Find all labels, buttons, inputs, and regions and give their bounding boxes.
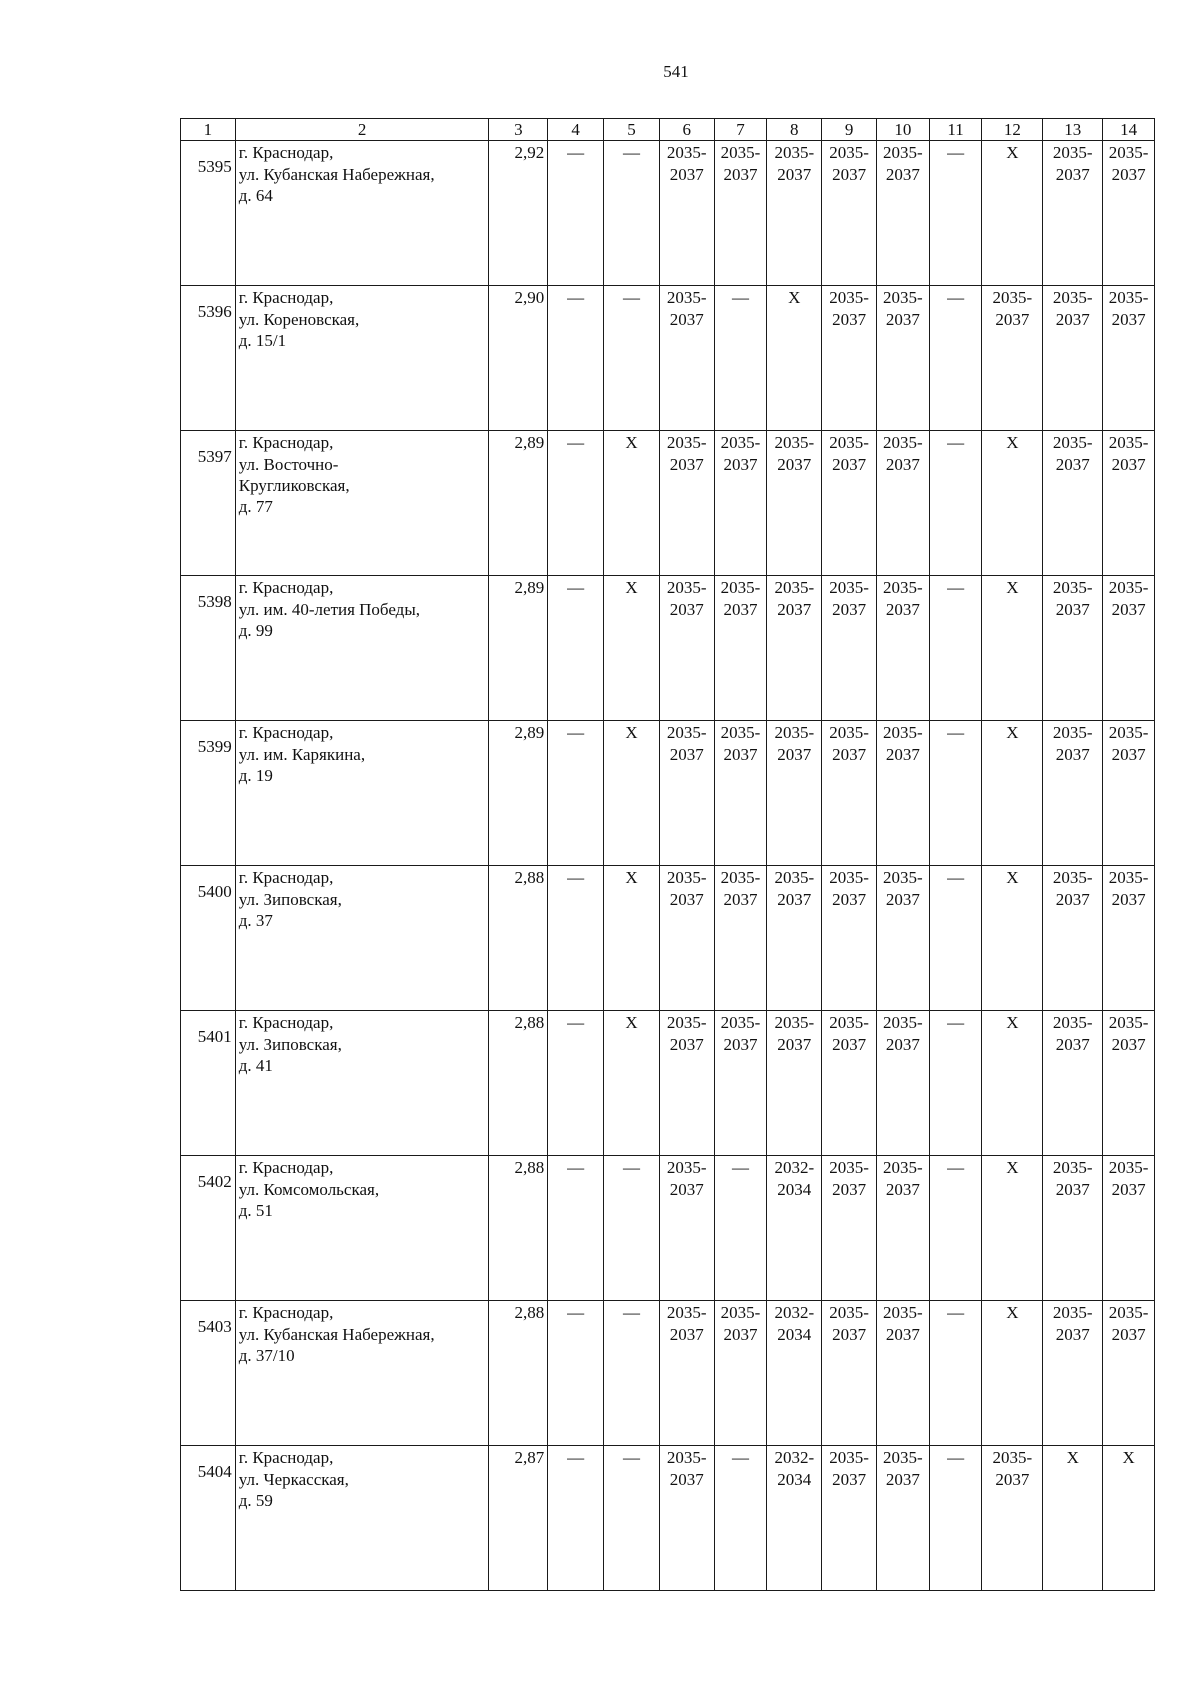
period-cell: 2035-2037 [876,1301,929,1446]
period-cell: Х [982,1301,1043,1446]
period-cell: 2035-2037 [822,1446,877,1591]
period-cell: 2032-2034 [767,1301,822,1446]
address-cell: г. Краснодар, ул. им. Карякина, д. 19 [235,721,489,866]
period-cell: — [929,286,982,431]
period-cell: 2035-2037 [822,1156,877,1301]
period-cell: — [548,576,604,721]
column-header: 6 [659,119,714,141]
address-cell: г. Краснодар, ул. Кубанская Набережная, д. 37/10 [235,1301,489,1446]
period-cell: 2035-2037 [1043,141,1103,286]
period-cell: 2035-2037 [714,866,767,1011]
period-cell: 2035-2037 [876,721,929,866]
period-cell: 2035-2037 [659,431,714,576]
address-cell: г. Краснодар, ул. Зиповская, д. 41 [235,1011,489,1156]
period-cell: — [548,1156,604,1301]
value-cell: 2,88 [489,1011,548,1156]
period-cell: 2035-2037 [714,721,767,866]
period-cell: 2035-2037 [1043,431,1103,576]
value-cell: 2,88 [489,1156,548,1301]
column-header: 2 [235,119,489,141]
period-cell: — [604,141,660,286]
period-cell: — [604,286,660,431]
period-cell: 2035-2037 [822,866,877,1011]
period-cell: 2035-2037 [822,1301,877,1446]
period-cell: Х [767,286,822,431]
page-number: 541 [663,62,689,81]
column-header: 5 [604,119,660,141]
row-number-cell [181,1011,236,1156]
period-cell: 2035-2037 [1043,576,1103,721]
row-number: 5402 [197,1172,232,1192]
period-cell: Х [604,431,660,576]
row-number: 5404 [197,1462,232,1482]
period-cell: 2035-2037 [1043,1301,1103,1446]
column-header: 14 [1103,119,1155,141]
period-cell: — [548,431,604,576]
row-number-cell [181,286,236,431]
address-cell: г. Краснодар, ул. Кореновская, д. 15/1 [235,286,489,431]
row-number-cell [181,141,236,286]
table-row [181,286,1155,431]
value-cell: 2,88 [489,866,548,1011]
column-header: 4 [548,119,604,141]
row-number-cell [181,1301,236,1446]
period-cell: — [604,1446,660,1591]
row-number-cell [181,866,236,1011]
value-cell: 2,89 [489,431,548,576]
period-cell: 2035-2037 [1043,866,1103,1011]
period-cell: — [929,1301,982,1446]
period-cell: 2035-2037 [1103,866,1155,1011]
column-header: 3 [489,119,548,141]
period-cell: 2035-2037 [1043,1011,1103,1156]
period-cell: — [604,1301,660,1446]
row-number: 5395 [197,157,232,177]
period-cell: 2035-2037 [714,576,767,721]
period-cell: 2032-2034 [767,1156,822,1301]
column-header: 12 [982,119,1043,141]
period-cell: 2035-2037 [659,1301,714,1446]
value-cell: 2,89 [489,721,548,866]
row-number: 5400 [197,882,232,902]
period-cell: — [714,286,767,431]
period-cell: 2035-2037 [876,431,929,576]
period-cell: 2035-2037 [1103,1011,1155,1156]
period-cell: — [548,721,604,866]
registry-table [180,118,1155,1591]
address-cell: г. Краснодар, ул. Черкасская, д. 59 [235,1446,489,1591]
value-cell: 2,87 [489,1446,548,1591]
period-cell: Х [982,576,1043,721]
period-cell: Х [982,141,1043,286]
period-cell: Х [982,866,1043,1011]
period-cell: — [929,1156,982,1301]
period-cell: — [929,721,982,866]
row-number: 5396 [197,302,232,322]
row-number-cell [181,431,236,576]
table-row [181,1446,1155,1591]
table-row [181,1011,1155,1156]
period-cell: 2035-2037 [1103,286,1155,431]
address-cell: г. Краснодар, ул. Восточно- Кругликовская, д. 77 [235,431,489,576]
column-header: 10 [876,119,929,141]
period-cell: 2035-2037 [1043,1156,1103,1301]
period-cell: 2035-2037 [822,431,877,576]
column-header: 11 [929,119,982,141]
address-cell: г. Краснодар, ул. Кубанская Набережная, д. 64 [235,141,489,286]
column-header: 7 [714,119,767,141]
period-cell: — [929,866,982,1011]
period-cell: 2035-2037 [876,286,929,431]
period-cell: Х [982,1011,1043,1156]
period-cell: 2035-2037 [659,141,714,286]
period-cell: — [548,286,604,431]
row-number-cell [181,576,236,721]
period-cell: 2035-2037 [876,141,929,286]
table-row [181,431,1155,576]
period-cell: 2035-2037 [876,1156,929,1301]
value-cell: 2,89 [489,576,548,721]
period-cell: — [929,431,982,576]
period-cell: 2035-2037 [1103,1156,1155,1301]
period-cell: 2035-2037 [659,1011,714,1156]
row-number: 5398 [197,592,232,612]
period-cell: Х [604,1011,660,1156]
period-cell: — [548,1011,604,1156]
period-cell: 2035-2037 [767,866,822,1011]
period-cell: — [929,141,982,286]
period-cell: 2035-2037 [1103,431,1155,576]
period-cell: 2035-2037 [876,866,929,1011]
value-cell: 2,92 [489,141,548,286]
column-header: 13 [1043,119,1103,141]
period-cell: 2035-2037 [659,1446,714,1591]
period-cell: Х [1043,1446,1103,1591]
period-cell: 2035-2037 [1103,576,1155,721]
period-cell: 2035-2037 [1043,286,1103,431]
period-cell: 2035-2037 [767,431,822,576]
period-cell: 2035-2037 [767,141,822,286]
period-cell: — [548,866,604,1011]
period-cell: — [548,1301,604,1446]
table-row [181,1156,1155,1301]
period-cell: — [714,1156,767,1301]
period-cell: 2035-2037 [767,721,822,866]
period-cell: — [548,1446,604,1591]
period-cell: 2035-2037 [767,1011,822,1156]
period-cell: — [604,1156,660,1301]
period-cell: Х [604,866,660,1011]
period-cell: 2035-2037 [714,141,767,286]
period-cell: — [714,1446,767,1591]
period-cell: 2035-2037 [767,576,822,721]
value-cell: 2,90 [489,286,548,431]
period-cell: — [548,141,604,286]
period-cell: 2035-2037 [822,721,877,866]
period-cell: Х [1103,1446,1155,1591]
period-cell: 2035-2037 [714,1011,767,1156]
column-header: 9 [822,119,877,141]
period-cell: Х [982,721,1043,866]
header-row [181,119,1155,141]
period-cell: 2035-2037 [659,576,714,721]
period-cell: 2035-2037 [1103,1301,1155,1446]
table-body [181,141,1155,1591]
period-cell: 2035-2037 [1043,721,1103,866]
row-number: 5403 [197,1317,232,1337]
period-cell: — [929,1446,982,1591]
period-cell: 2035-2037 [659,1156,714,1301]
period-cell: 2035-2037 [876,1446,929,1591]
period-cell: 2035-2037 [982,286,1043,431]
period-cell: 2035-2037 [714,431,767,576]
period-cell: 2035-2037 [659,286,714,431]
table-row [181,1301,1155,1446]
period-cell: Х [982,1156,1043,1301]
period-cell: 2035-2037 [659,721,714,866]
period-cell: — [929,576,982,721]
row-number: 5401 [197,1027,232,1047]
period-cell: Х [982,431,1043,576]
period-cell: Х [604,576,660,721]
period-cell: 2035-2037 [822,286,877,431]
table-row [181,576,1155,721]
row-number: 5397 [197,447,232,467]
table-row [181,866,1155,1011]
column-header: 1 [181,119,236,141]
period-cell: 2035-2037 [714,1301,767,1446]
period-cell: 2035-2037 [982,1446,1043,1591]
period-cell: 2035-2037 [1103,721,1155,866]
row-number: 5399 [197,737,232,757]
period-cell: — [929,1011,982,1156]
address-cell: г. Краснодар, ул. им. 40-летия Победы, д. 99 [235,576,489,721]
row-number-cell [181,1446,236,1591]
period-cell: 2035-2037 [876,1011,929,1156]
period-cell: 2035-2037 [822,576,877,721]
period-cell: 2035-2037 [822,141,877,286]
period-cell: 2035-2037 [659,866,714,1011]
table-row [181,721,1155,866]
table-row [181,141,1155,286]
period-cell: 2035-2037 [876,576,929,721]
column-header: 8 [767,119,822,141]
period-cell: 2035-2037 [822,1011,877,1156]
period-cell: Х [604,721,660,866]
period-cell: 2035-2037 [1103,141,1155,286]
value-cell: 2,88 [489,1301,548,1446]
period-cell: 2032-2034 [767,1446,822,1591]
row-number-cell [181,1156,236,1301]
address-cell: г. Краснодар, ул. Зиповская, д. 37 [235,866,489,1011]
row-number-cell [181,721,236,866]
address-cell: г. Краснодар, ул. Комсомольская, д. 51 [235,1156,489,1301]
